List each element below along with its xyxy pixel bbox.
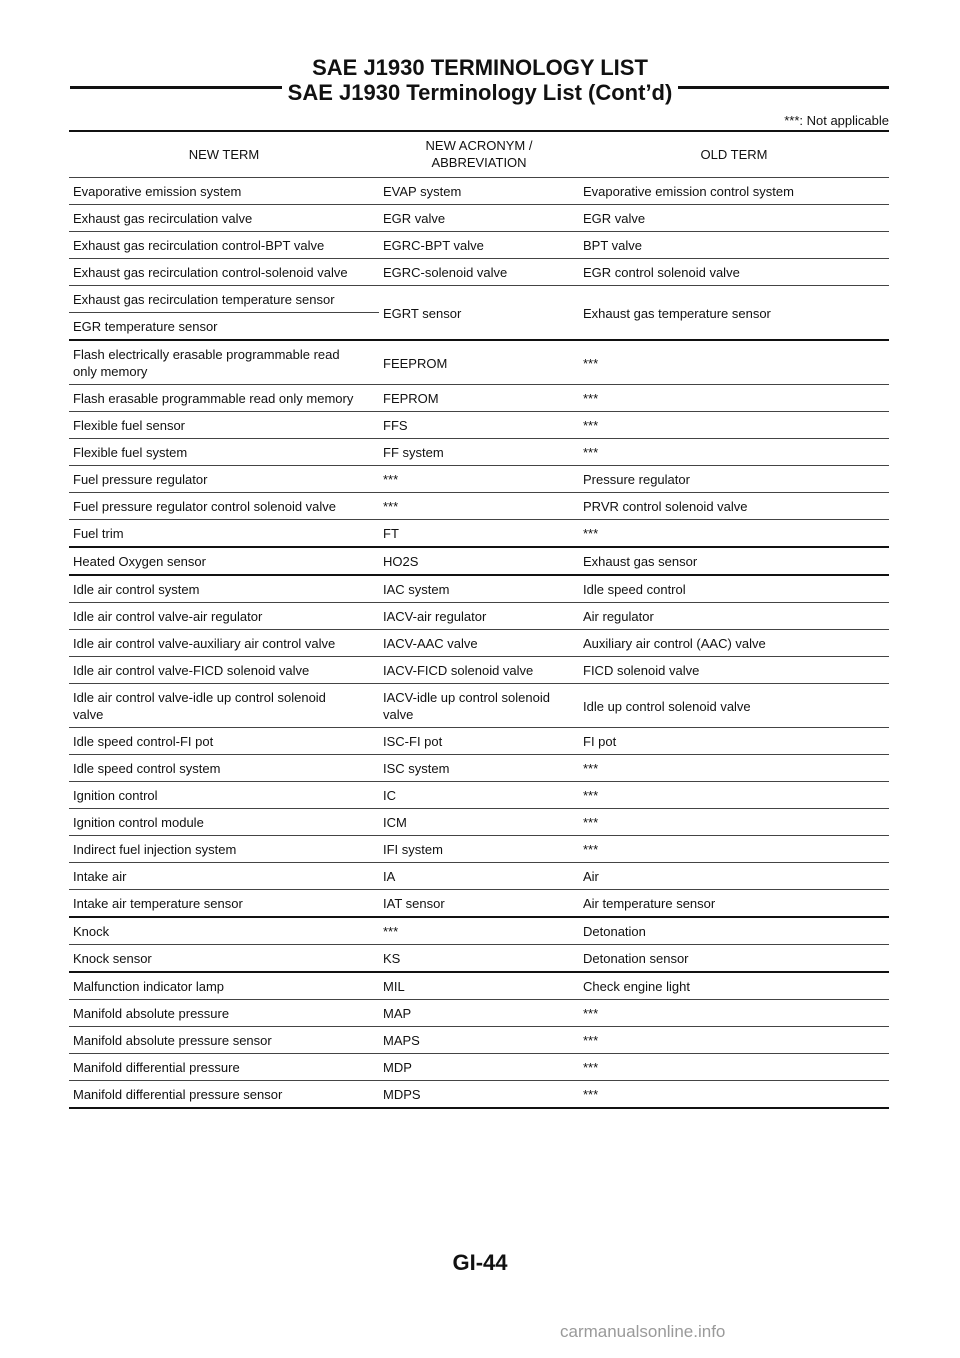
table-row: [69, 1081, 889, 1109]
old-term-cell: Pressure regulator: [579, 466, 889, 493]
table-row: [69, 917, 889, 945]
table-row: [69, 684, 889, 728]
acronym-cell: FEPROM: [379, 385, 579, 412]
acronym-cell: MDPS: [379, 1081, 579, 1109]
new-term-cell: Idle air control valve-auxiliary air control valve: [69, 630, 379, 657]
table-row: [69, 575, 889, 603]
acronym-cell: ISC system: [379, 755, 579, 782]
new-term-cell: Idle speed control-FI pot: [69, 728, 379, 755]
table-row: [69, 520, 889, 548]
acronym-cell: ***: [379, 466, 579, 493]
table-row: [69, 657, 889, 684]
old-term-cell: PRVR control solenoid valve: [579, 493, 889, 520]
table-row: [69, 340, 889, 385]
old-term-cell: ***: [579, 1027, 889, 1054]
acronym-text: IACV-idle up control solenoid valve: [383, 690, 550, 722]
old-term-cell: Air regulator: [579, 603, 889, 630]
new-term-cell: Manifold differential pressure sensor: [69, 1081, 379, 1109]
new-term-cell: Exhaust gas recirculation valve: [69, 205, 379, 232]
table-row: [69, 603, 889, 630]
table-row: [69, 493, 889, 520]
new-term-cell: Ignition control: [69, 782, 379, 809]
table-row: [69, 1054, 889, 1081]
header-old-term: OLD TERM: [579, 131, 889, 178]
old-term-cell: ***: [579, 520, 889, 548]
new-term-cell: Flash erasable programmable read only memory: [69, 385, 379, 412]
table-body: [69, 178, 889, 1109]
page-subtitle-text: SAE J1930 Terminology List (Cont’d): [282, 80, 679, 105]
acronym-cell: EGRC-solenoid valve: [379, 259, 579, 286]
old-term-cell: Exhaust gas temperature sensor: [579, 286, 889, 341]
new-term-cell: Knock: [69, 917, 379, 945]
new-term-cell: Idle air control valve-air regulator: [69, 603, 379, 630]
table-row: [69, 782, 889, 809]
new-term-cell: Idle air control system: [69, 575, 379, 603]
old-term-cell: Exhaust gas sensor: [579, 547, 889, 575]
new-term-cell: Malfunction indicator lamp: [69, 972, 379, 1000]
old-term-cell: EGR valve: [579, 205, 889, 232]
acronym-cell: HO2S: [379, 547, 579, 575]
acronym-cell: ICM: [379, 809, 579, 836]
table-row: [69, 836, 889, 863]
new-term-cell: Evaporative emission system: [69, 178, 379, 205]
acronym-cell: EGRC-BPT valve: [379, 232, 579, 259]
terminology-table: [69, 130, 889, 1109]
new-term-cell: Fuel trim: [69, 520, 379, 548]
old-term-cell: BPT valve: [579, 232, 889, 259]
acronym-cell: IC: [379, 782, 579, 809]
new-term-cell: Fuel pressure regulator control solenoid valve: [69, 493, 379, 520]
new-term-text: Idle air control valve-idle up control solenoid valve: [73, 690, 326, 722]
new-term-cell: Manifold absolute pressure sensor: [69, 1027, 379, 1054]
table-row: [69, 178, 889, 205]
new-term-cell: [69, 340, 379, 385]
acronym-cell: [379, 684, 579, 728]
acronym-cell: EVAP system: [379, 178, 579, 205]
acronym-cell: IACV-AAC valve: [379, 630, 579, 657]
table-row: [69, 630, 889, 657]
header-new-term: NEW TERM: [69, 131, 379, 178]
acronym-cell: FEEPROM: [379, 340, 579, 385]
new-term-cell: Intake air: [69, 863, 379, 890]
new-term-cell: Idle air control valve-FICD solenoid valve: [69, 657, 379, 684]
new-term-cell: EGR temperature sensor: [69, 313, 379, 341]
acronym-cell: IAT sensor: [379, 890, 579, 918]
acronym-cell: EGR valve: [379, 205, 579, 232]
table-row: [69, 972, 889, 1000]
table-row: [69, 890, 889, 918]
table-row: [69, 945, 889, 973]
table-row: [69, 1027, 889, 1054]
old-term-cell: ***: [579, 1000, 889, 1027]
new-term-cell: Exhaust gas recirculation temperature sensor: [69, 286, 379, 313]
table-row: [69, 439, 889, 466]
old-term-cell: ***: [579, 809, 889, 836]
acronym-cell: FFS: [379, 412, 579, 439]
old-term-cell: EGR control solenoid valve: [579, 259, 889, 286]
acronym-cell: MAPS: [379, 1027, 579, 1054]
old-term-cell: Air temperature sensor: [579, 890, 889, 918]
watermark-url: carmanualsonline.info: [560, 1322, 726, 1341]
acronym-cell: FT: [379, 520, 579, 548]
acronym-cell: KS: [379, 945, 579, 973]
new-term-cell: Manifold differential pressure: [69, 1054, 379, 1081]
new-term-cell: Manifold absolute pressure: [69, 1000, 379, 1027]
new-term-cell: Knock sensor: [69, 945, 379, 973]
table-row: [69, 286, 889, 313]
old-term-cell: ***: [579, 385, 889, 412]
new-term-cell: Heated Oxygen sensor: [69, 547, 379, 575]
table-row: [69, 412, 889, 439]
table-row: [69, 466, 889, 493]
acronym-cell: EGRT sensor: [379, 286, 579, 341]
old-term-cell: Idle speed control: [579, 575, 889, 603]
acronym-cell: IAC system: [379, 575, 579, 603]
page-number: GI-44: [452, 1250, 508, 1275]
acronym-cell: MIL: [379, 972, 579, 1000]
new-term-cell: [69, 684, 379, 728]
table-row: [69, 205, 889, 232]
section-title: SAE J1930 TERMINOLOGY LIST: [312, 55, 648, 80]
acronym-cell: ***: [379, 917, 579, 945]
old-term-cell: ***: [579, 836, 889, 863]
acronym-cell: MDP: [379, 1054, 579, 1081]
new-term-cell: Flexible fuel sensor: [69, 412, 379, 439]
old-term-cell: ***: [579, 340, 889, 385]
table-row: [69, 232, 889, 259]
table-row: [69, 547, 889, 575]
old-term-cell: Air: [579, 863, 889, 890]
old-term-cell: ***: [579, 755, 889, 782]
old-term-cell: Idle up control solenoid valve: [579, 684, 889, 728]
old-term-cell: Detonation: [579, 917, 889, 945]
old-term-cell: ***: [579, 1054, 889, 1081]
table-header-row: [69, 131, 889, 178]
acronym-cell: FF system: [379, 439, 579, 466]
new-term-text: Flash electrically erasable programmable read only memory: [73, 347, 340, 379]
old-term-cell: Check engine light: [579, 972, 889, 1000]
acronym-cell: IACV-FICD solenoid valve: [379, 657, 579, 684]
table-row: [69, 809, 889, 836]
old-term-cell: ***: [579, 1081, 889, 1109]
table-row: [69, 755, 889, 782]
new-term-cell: Idle speed control system: [69, 755, 379, 782]
header-new-acronym-text: NEW ACRONYM / ABBREVIATION: [425, 138, 533, 170]
acronym-cell: IFI system: [379, 836, 579, 863]
old-term-cell: FI pot: [579, 728, 889, 755]
old-term-cell: Detonation sensor: [579, 945, 889, 973]
table-row: [69, 863, 889, 890]
new-term-cell: Flexible fuel system: [69, 439, 379, 466]
acronym-cell: ISC-FI pot: [379, 728, 579, 755]
acronym-cell: ***: [379, 493, 579, 520]
old-term-cell: Auxiliary air control (AAC) valve: [579, 630, 889, 657]
new-term-cell: Intake air temperature sensor: [69, 890, 379, 918]
acronym-cell: MAP: [379, 1000, 579, 1027]
table-row: [69, 259, 889, 286]
new-term-cell: Exhaust gas recirculation control-BPT valve: [69, 232, 379, 259]
old-term-cell: ***: [579, 412, 889, 439]
table-row: [69, 385, 889, 412]
old-term-cell: ***: [579, 782, 889, 809]
new-term-cell: Fuel pressure regulator: [69, 466, 379, 493]
acronym-cell: IA: [379, 863, 579, 890]
old-term-cell: FICD solenoid valve: [579, 657, 889, 684]
new-term-cell: Ignition control module: [69, 809, 379, 836]
table-row: [69, 1000, 889, 1027]
page-subtitle: [0, 80, 960, 106]
acronym-cell: IACV-air regulator: [379, 603, 579, 630]
table-row: [69, 728, 889, 755]
new-term-cell: Exhaust gas recirculation control-solenoid valve: [69, 259, 379, 286]
header-new-acronym: [379, 131, 579, 178]
old-term-cell: Evaporative emission control system: [579, 178, 889, 205]
not-applicable-note: ***: Not applicable: [784, 113, 889, 128]
old-term-cell: ***: [579, 439, 889, 466]
new-term-cell: Indirect fuel injection system: [69, 836, 379, 863]
